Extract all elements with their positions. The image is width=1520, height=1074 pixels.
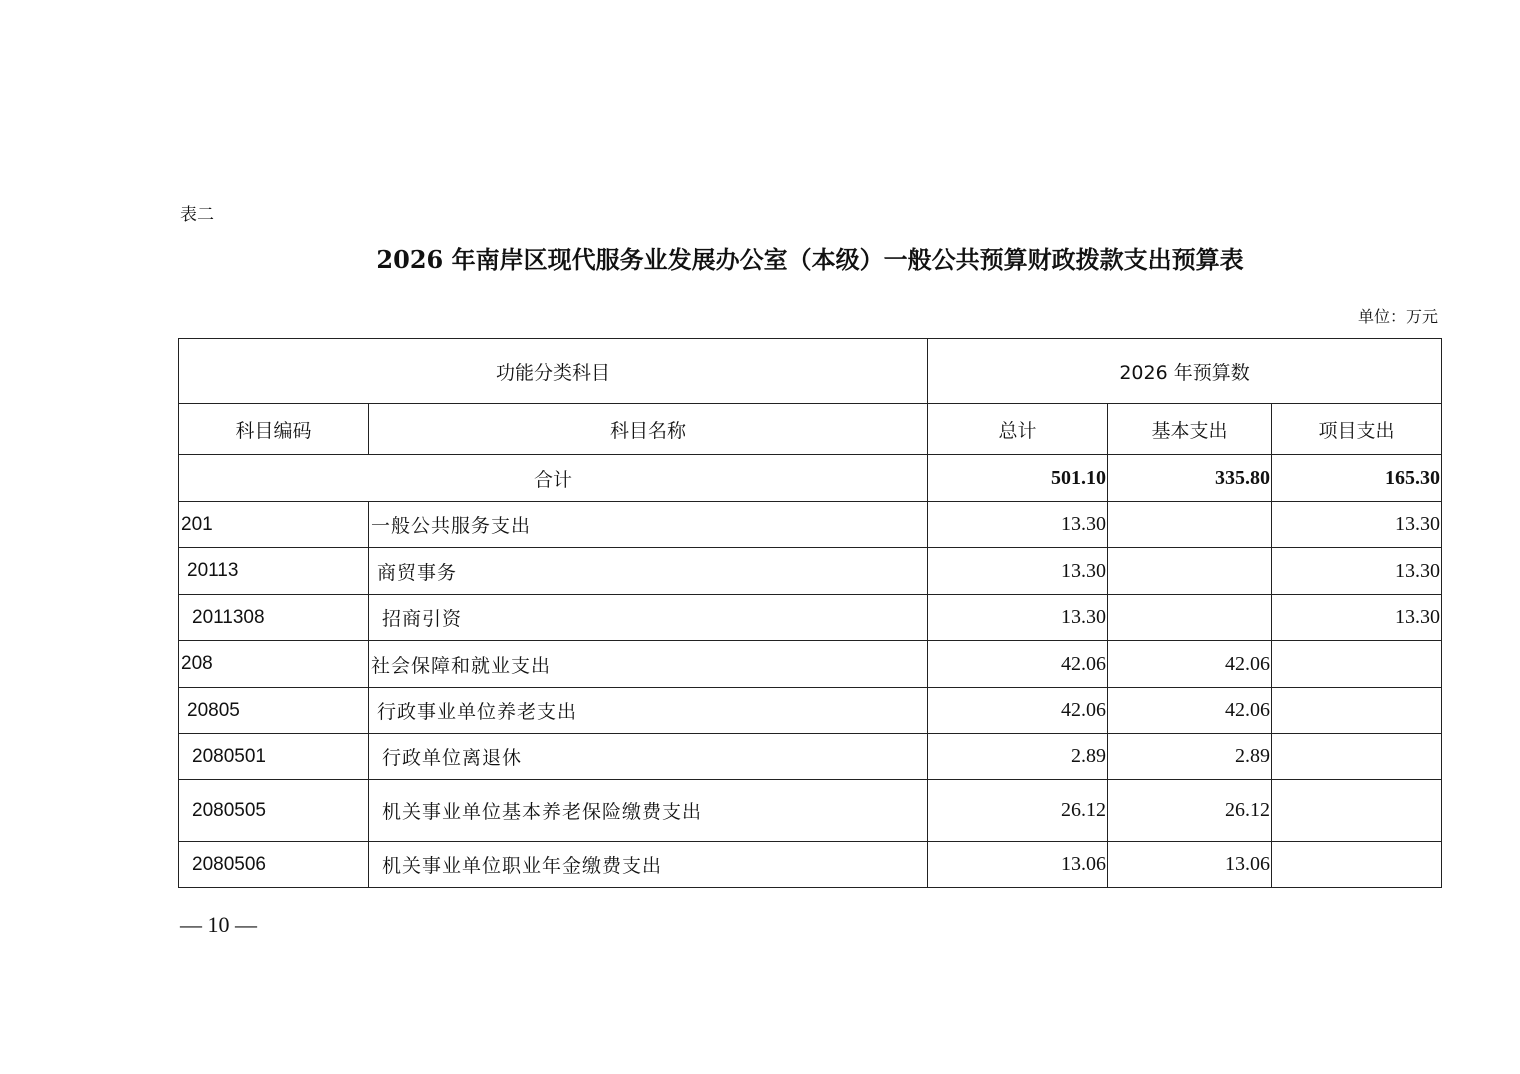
row-basic [1108, 595, 1272, 641]
row-total: 13.30 [928, 548, 1108, 595]
row-code: 2011308 [179, 595, 369, 641]
row-basic: 13.06 [1108, 842, 1272, 888]
table-row [179, 842, 1442, 888]
page-number: — 10 — [180, 912, 257, 937]
row-total: 42.06 [928, 641, 1108, 688]
column-header-row [179, 404, 1442, 455]
row-name: 招商引资 [369, 595, 928, 641]
row-basic: 42.06 [1108, 688, 1272, 734]
table-row [179, 595, 1442, 641]
total-total: 501.10 [928, 455, 1108, 502]
row-code: 208 [179, 641, 369, 688]
row-code: 2080505 [179, 780, 369, 842]
table-row [179, 641, 1442, 688]
row-name: 机关事业单位职业年金缴费支出 [369, 842, 928, 888]
header-code: 科目编码 [179, 404, 369, 455]
row-total: 13.30 [928, 502, 1108, 548]
row-total: 42.06 [928, 688, 1108, 734]
total-row [179, 455, 1442, 502]
header-name: 科目名称 [369, 404, 928, 455]
row-code: 201 [179, 502, 369, 548]
row-basic: 2.89 [1108, 734, 1272, 780]
row-name: 社会保障和就业支出 [369, 641, 928, 688]
row-project: 13.30 [1272, 548, 1442, 595]
row-total: 2.89 [928, 734, 1108, 780]
row-project [1272, 780, 1442, 842]
row-name: 行政事业单位养老支出 [369, 688, 928, 734]
row-project: 13.30 [1272, 595, 1442, 641]
row-code: 20805 [179, 688, 369, 734]
row-total: 26.12 [928, 780, 1108, 842]
table-row [179, 780, 1442, 842]
row-name: 机关事业单位基本养老保险缴费支出 [369, 780, 928, 842]
row-total: 13.30 [928, 595, 1108, 641]
row-project [1272, 641, 1442, 688]
row-total: 13.06 [928, 842, 1108, 888]
budget-table [178, 338, 1442, 888]
row-name: 商贸事务 [369, 548, 928, 595]
unit-label: 单位：万元 [1357, 307, 1438, 326]
table-row [179, 502, 1442, 548]
row-code: 2080506 [179, 842, 369, 888]
row-project [1272, 842, 1442, 888]
row-basic: 26.12 [1108, 780, 1272, 842]
row-name: 一般公共服务支出 [369, 502, 928, 548]
row-code: 2080501 [179, 734, 369, 780]
header-function-category: 功能分类科目 [179, 339, 928, 404]
row-basic [1108, 548, 1272, 595]
table-row [179, 548, 1442, 595]
header-budget-year: 2026 年预算数 [928, 339, 1442, 404]
table-row [179, 688, 1442, 734]
row-basic: 42.06 [1108, 641, 1272, 688]
row-basic [1108, 502, 1272, 548]
row-name: 行政单位离退休 [369, 734, 928, 780]
table-row [179, 734, 1442, 780]
total-basic: 335.80 [1108, 455, 1272, 502]
table-label: 表二 [180, 205, 214, 225]
total-label: 合计 [179, 455, 928, 502]
document-title: 2026 年南岸区现代服务业发展办公室（本级）一般公共预算财政拨款支出预算表 [376, 245, 1244, 274]
header-project: 项目支出 [1272, 404, 1442, 455]
total-project: 165.30 [1272, 455, 1442, 502]
row-project [1272, 688, 1442, 734]
row-project [1272, 734, 1442, 780]
header-total: 总计 [928, 404, 1108, 455]
group-header-row [179, 339, 1442, 404]
header-basic: 基本支出 [1108, 404, 1272, 455]
row-code: 20113 [179, 548, 369, 595]
row-project: 13.30 [1272, 502, 1442, 548]
